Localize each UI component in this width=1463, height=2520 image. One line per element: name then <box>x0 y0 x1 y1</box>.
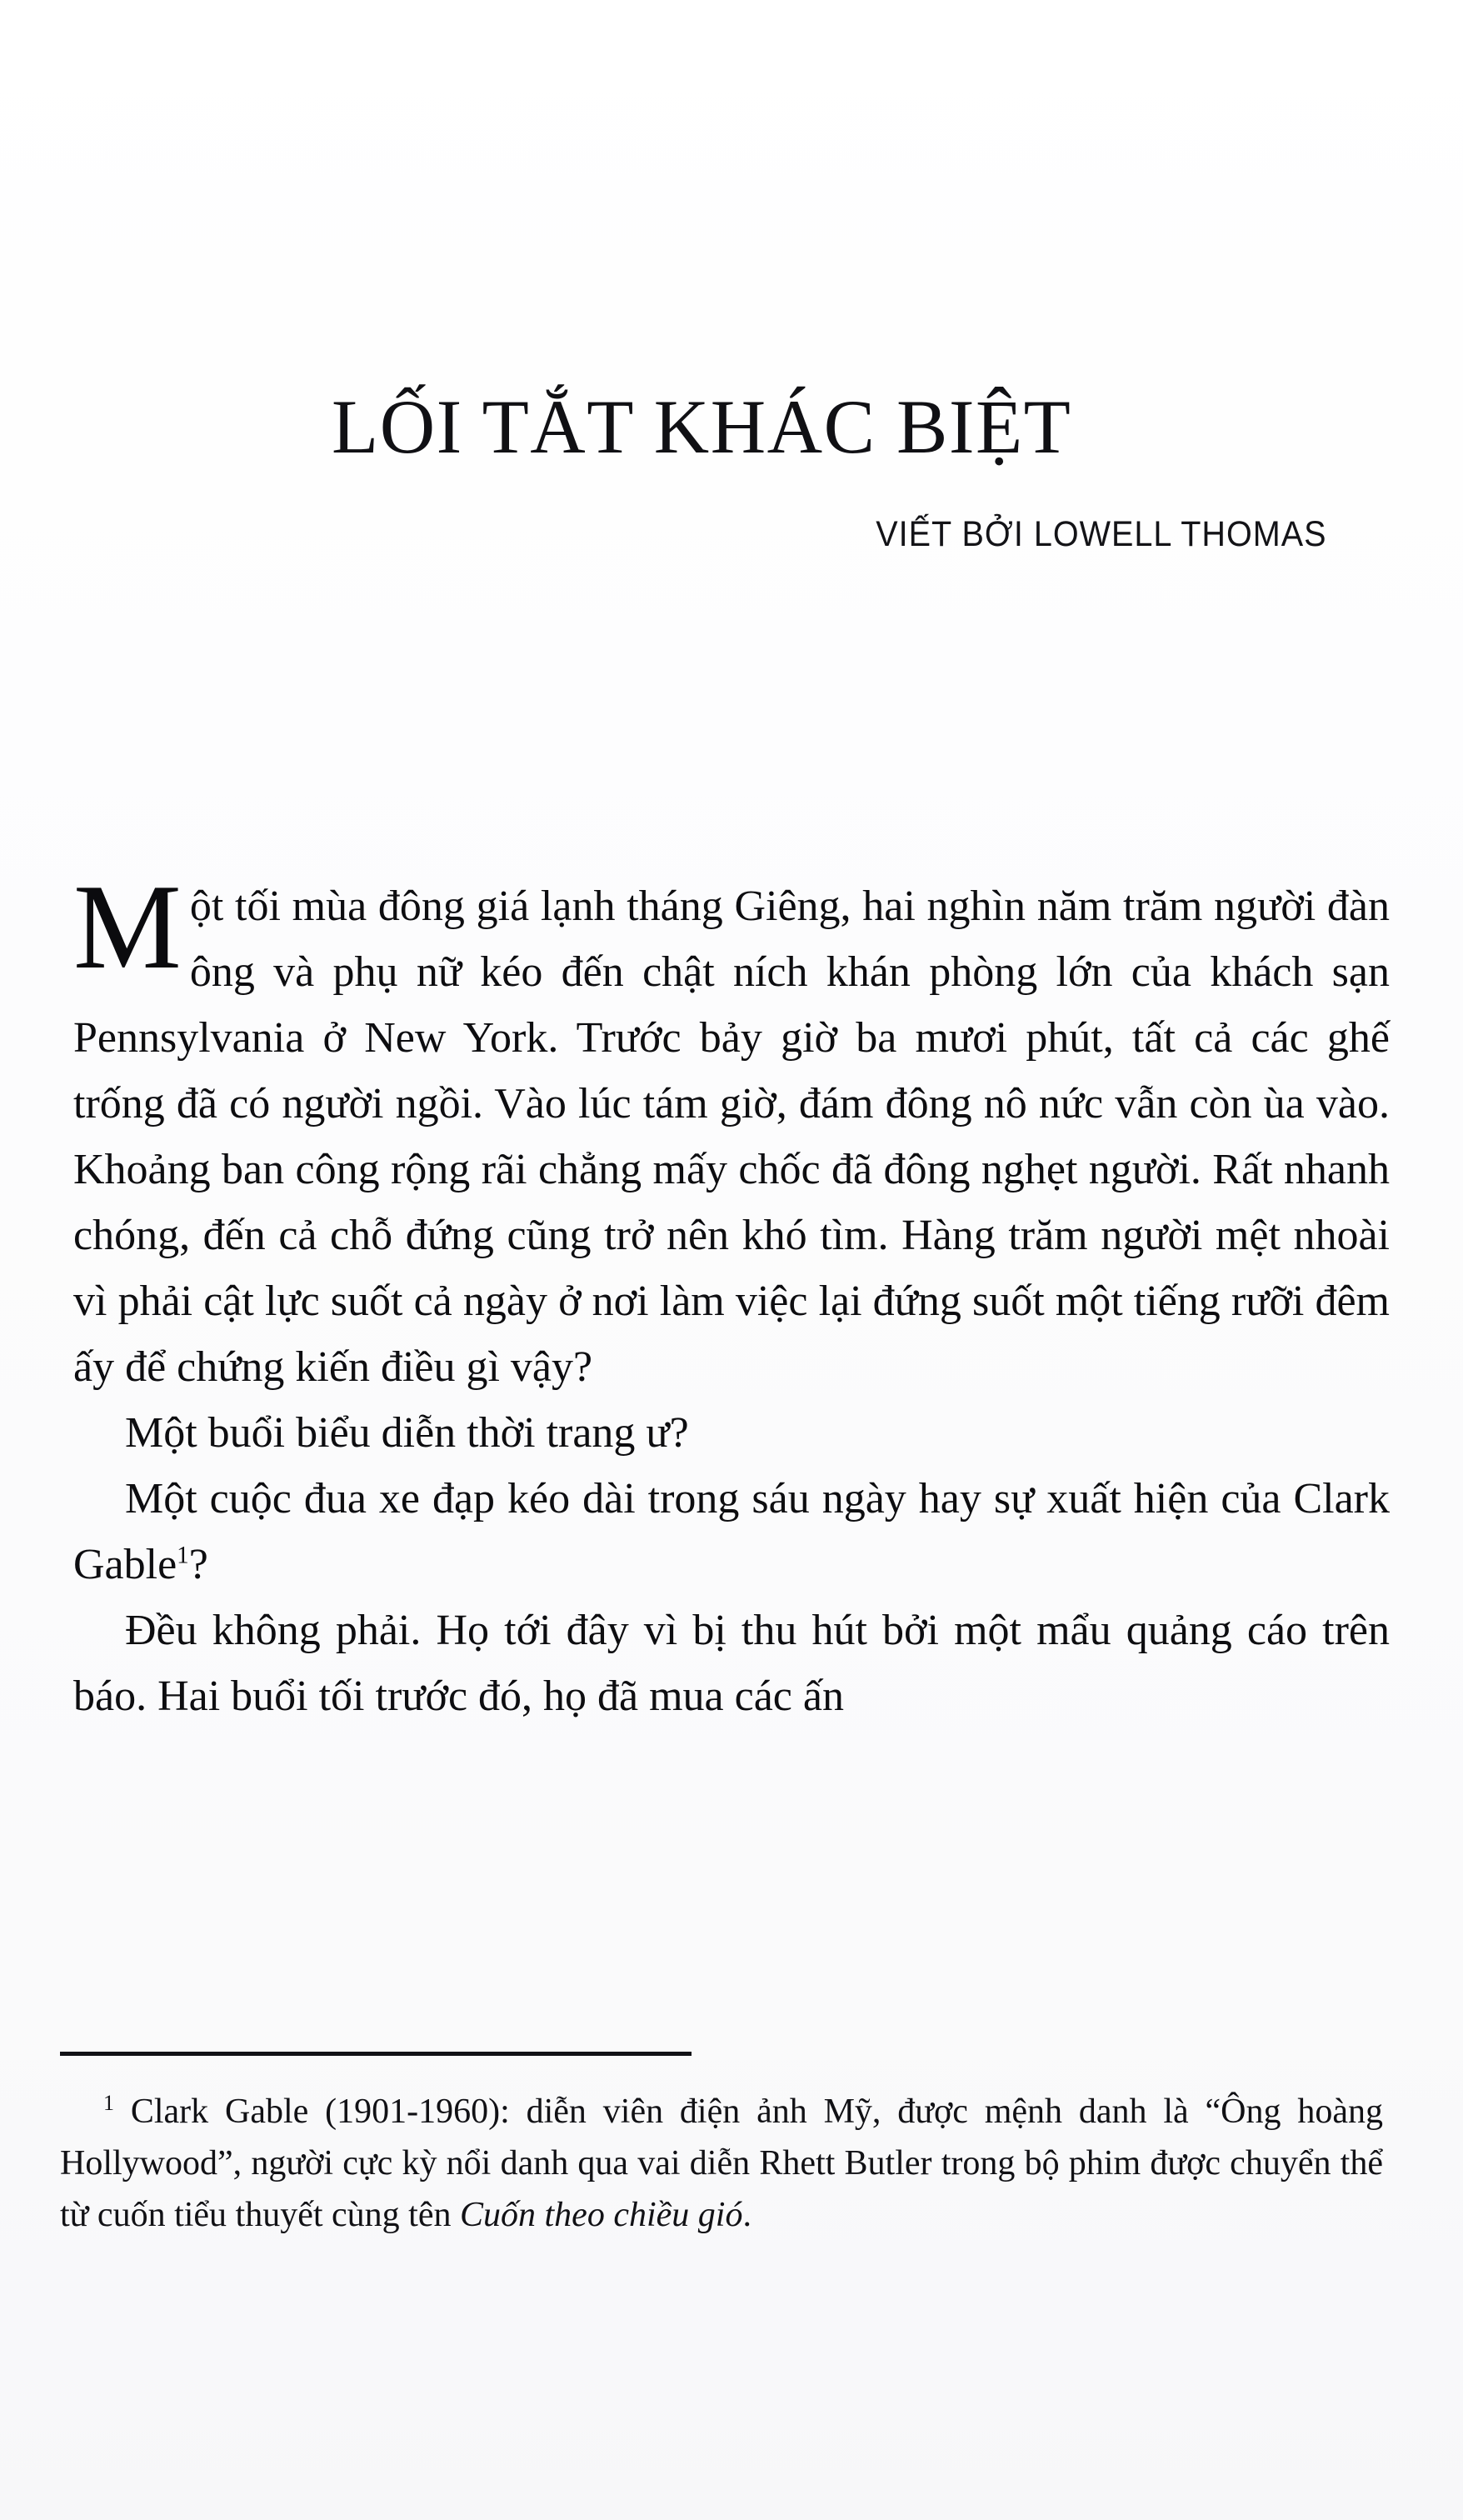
chapter-header <box>73 384 1390 554</box>
footnote-separator-rule <box>60 2052 692 2056</box>
footnote-1 <box>60 2086 1393 2241</box>
chapter-byline: VIẾT BỞI LOWELL THOMAS <box>876 513 1327 554</box>
footnote-tail: . <box>742 2196 751 2234</box>
footnote-book-title: Cuốn theo chiều gió <box>460 2196 743 2234</box>
footnote-body-text: Clark Gable (1901-1960): diễn viên điện ảnh Mỹ, được mệnh danh là “Ông hoàng Hollywood”, người cực kỳ nổi danh qua vai diễn Rhett Butler trong bộ phim được chuyển thể từ cuốn tiểu thuyết cùng tên <box>60 2092 1383 2234</box>
paragraph-2: Một buổi biểu diễn thời trang ư? <box>125 1409 689 1457</box>
paragraph-3-tail: ? <box>188 1541 208 1588</box>
paragraph-3 <box>73 1466 1390 1598</box>
paragraph-4: Đều không phải. Họ tới đây vì bị thu hút bởi một mẩu quảng cáo trên báo. Hai buổi tối trước đó, họ đã mua các ấn <box>73 1607 1390 1720</box>
body-text <box>73 859 1390 1729</box>
footnote-section <box>60 2052 1393 2241</box>
paragraph-1-text: ột tối mùa đông giá lạnh tháng Giêng, hai nghìn năm trăm người đàn ông và phụ nữ kéo đến chật ních khán phòng lớn của khách sạn Pennsylvania ở New York. Trước bảy giờ ba mươi phút, tất cả các ghế trống đã có người ngồi. Vào lúc tám giờ, đám đông nô nức vẫn còn ùa vào. Khoảng ban công rộng rãi chẳng mấy chốc đã đông nghẹt người. Rất nhanh chóng, đến cả chỗ đứng cũng trở nên khó tìm. Hàng trăm người mệt nhoài vì phải cật lực suốt cả ngày ở nơi làm việc lại đứng suốt một tiếng rưỡi đêm ấy để chứng kiến điều gì vậy? <box>73 882 1390 1391</box>
paragraph-1 <box>73 859 1390 1400</box>
chapter-title: LỐI TẮT KHÁC BIỆT <box>332 384 1072 469</box>
footnote-marker: 1 <box>103 2091 115 2115</box>
paragraph-3-text: Một cuộc đua xe đạp kéo dài trong sáu ngày hay sự xuất hiện của Clark Gable <box>73 1475 1390 1588</box>
drop-cap: M <box>73 859 182 994</box>
footnote-reference-1[interactable]: 1 <box>177 1542 189 1569</box>
